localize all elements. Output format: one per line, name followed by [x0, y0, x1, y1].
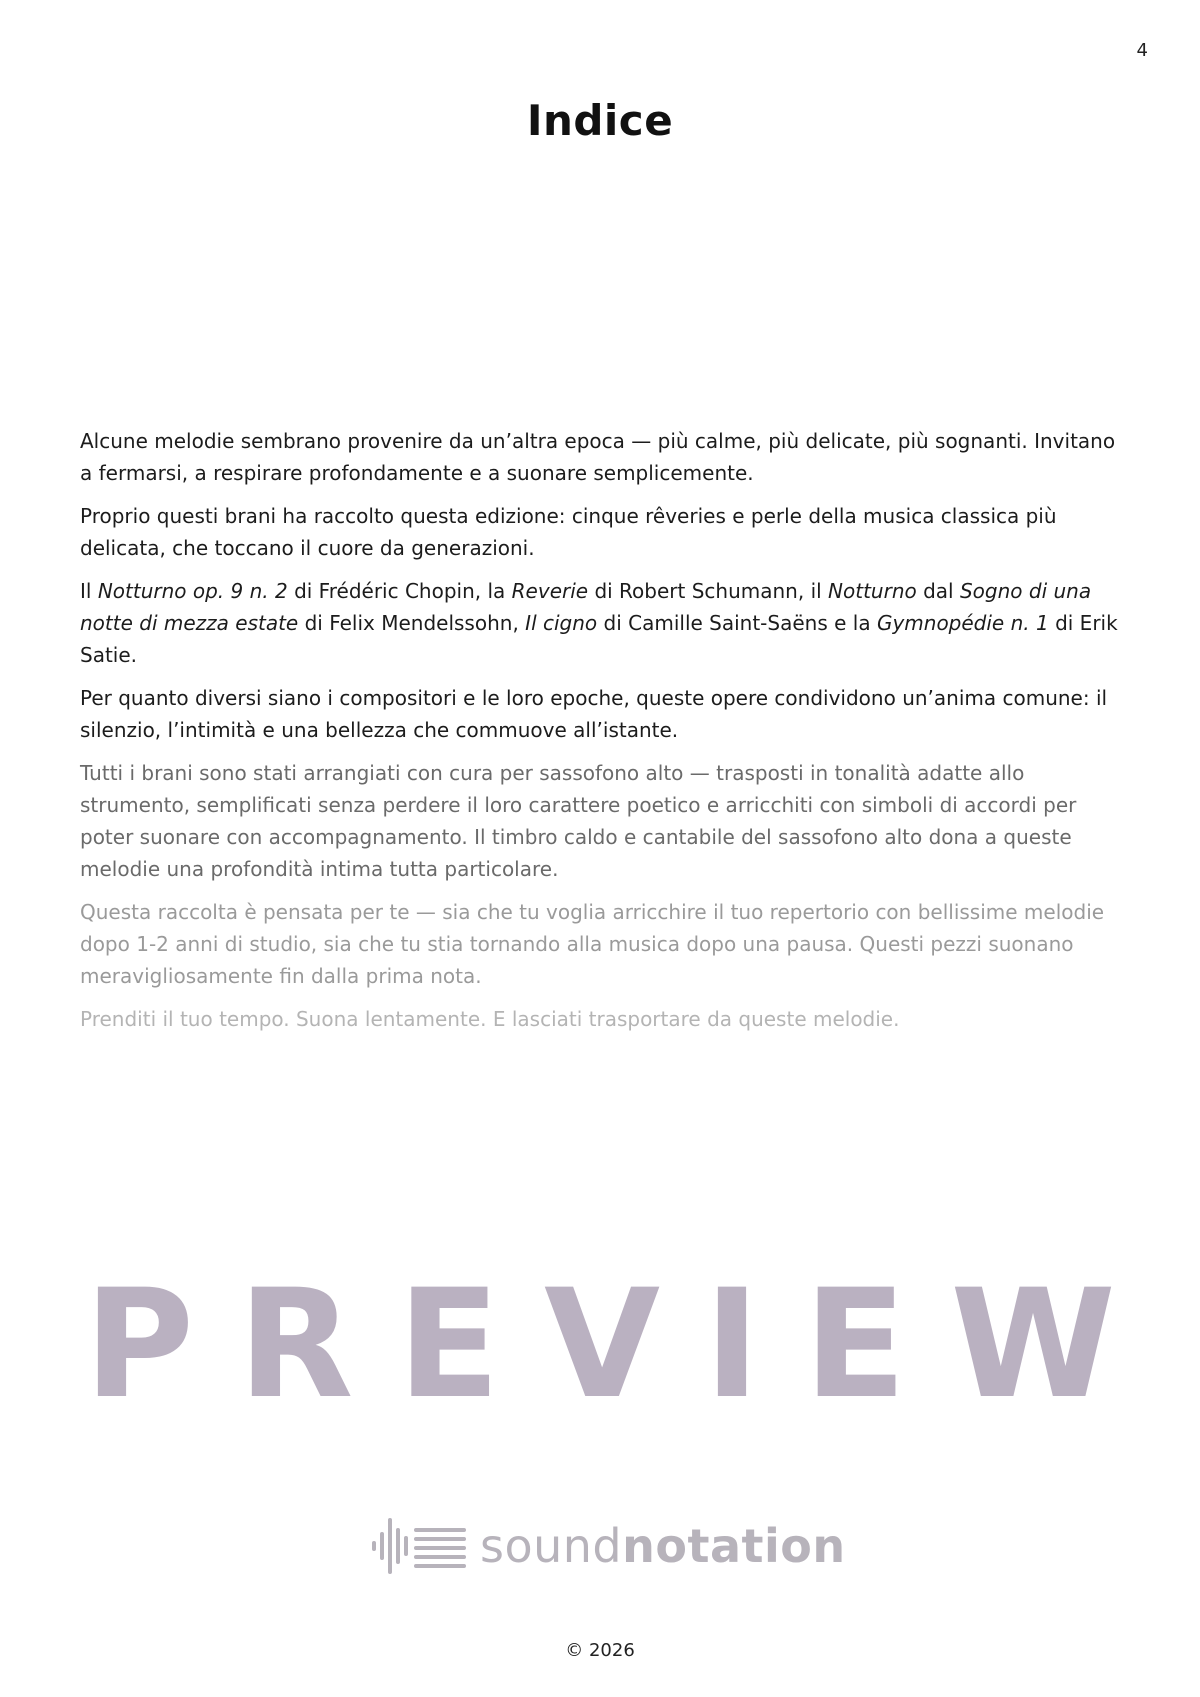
page-number: 4: [1136, 40, 1148, 61]
paragraph-6: Questa raccolta è pensata per te — sia che tu voglia arricchire il tuo repertorio con bellissime melodie dopo 1-2 anni di studio, sia che tu stia tornando alla musica dopo una pausa. Questi pezzi suonano meravigliosamente fin dalla prima nota.: [80, 900, 1105, 988]
paragraph-3: [80, 575, 1130, 671]
work-title: Notturno: [828, 579, 917, 603]
logo-text: [480, 1519, 846, 1573]
work-title: Notturno op. 9 n. 2: [97, 579, 288, 603]
work-title: Gymnopédie n. 1: [876, 611, 1049, 635]
paragraph-4: Per quanto diversi siano i compositori e le loro epoche, queste opere condividono un’anima comune: il silenzio, l’intimità e una bellezza che commuove all’istante.: [80, 686, 1108, 742]
paragraph-7: Prenditi il tuo tempo. Suona lentamente. E lasciati trasportare da queste melodie.: [80, 1007, 900, 1031]
text-span: di Robert Schumann, il: [588, 579, 829, 603]
soundnotation-logo: [372, 1510, 846, 1582]
logo-text-light: sound: [480, 1519, 623, 1573]
text-span: di Frédéric Chopin, la: [287, 579, 512, 603]
soundwave-staff-icon: [372, 1510, 468, 1582]
intro-text: [80, 425, 1130, 1046]
paragraph-2: Proprio questi brani ha raccolto questa edizione: cinque rêveries e perle della musica classica più delicata, che toccano il cuore da generazioni.: [80, 504, 1057, 560]
text-span: di Erik Satie.: [80, 611, 1118, 667]
work-title: Il cigno: [525, 611, 598, 635]
text-span: Il: [80, 579, 98, 603]
text-span: di Felix Mendelssohn,: [298, 611, 526, 635]
paragraph-5: Tutti i brani sono stati arrangiati con cura per sassofono alto — trasposti in tonalità adatte allo strumento, semplificati senza perdere il loro carattere poetico e arricchiti con simboli di accordi per poter suonare con accompagnamento. Il timbro caldo e cantabile del sassofono alto dona a queste melodie una profondità intima tutta particolare.: [80, 761, 1077, 881]
paragraph-1: Alcune melodie sembrano provenire da un’altra epoca — più calme, più delicate, più sognanti. Invitano a fermarsi, a respirare profondamente e a suonare semplicemente.: [80, 429, 1116, 485]
work-title: Reverie: [511, 579, 589, 603]
text-span: di Camille Saint-Saëns e la: [597, 611, 877, 635]
copyright: © 2026: [565, 1640, 635, 1661]
page-title: Indice: [526, 96, 674, 145]
logo-text-bold: notation: [622, 1519, 846, 1573]
work-title: Sogno di una notte di mezza estate: [80, 579, 1092, 635]
text-span: dal: [916, 579, 960, 603]
preview-watermark: PREVIEW: [84, 1258, 1160, 1432]
